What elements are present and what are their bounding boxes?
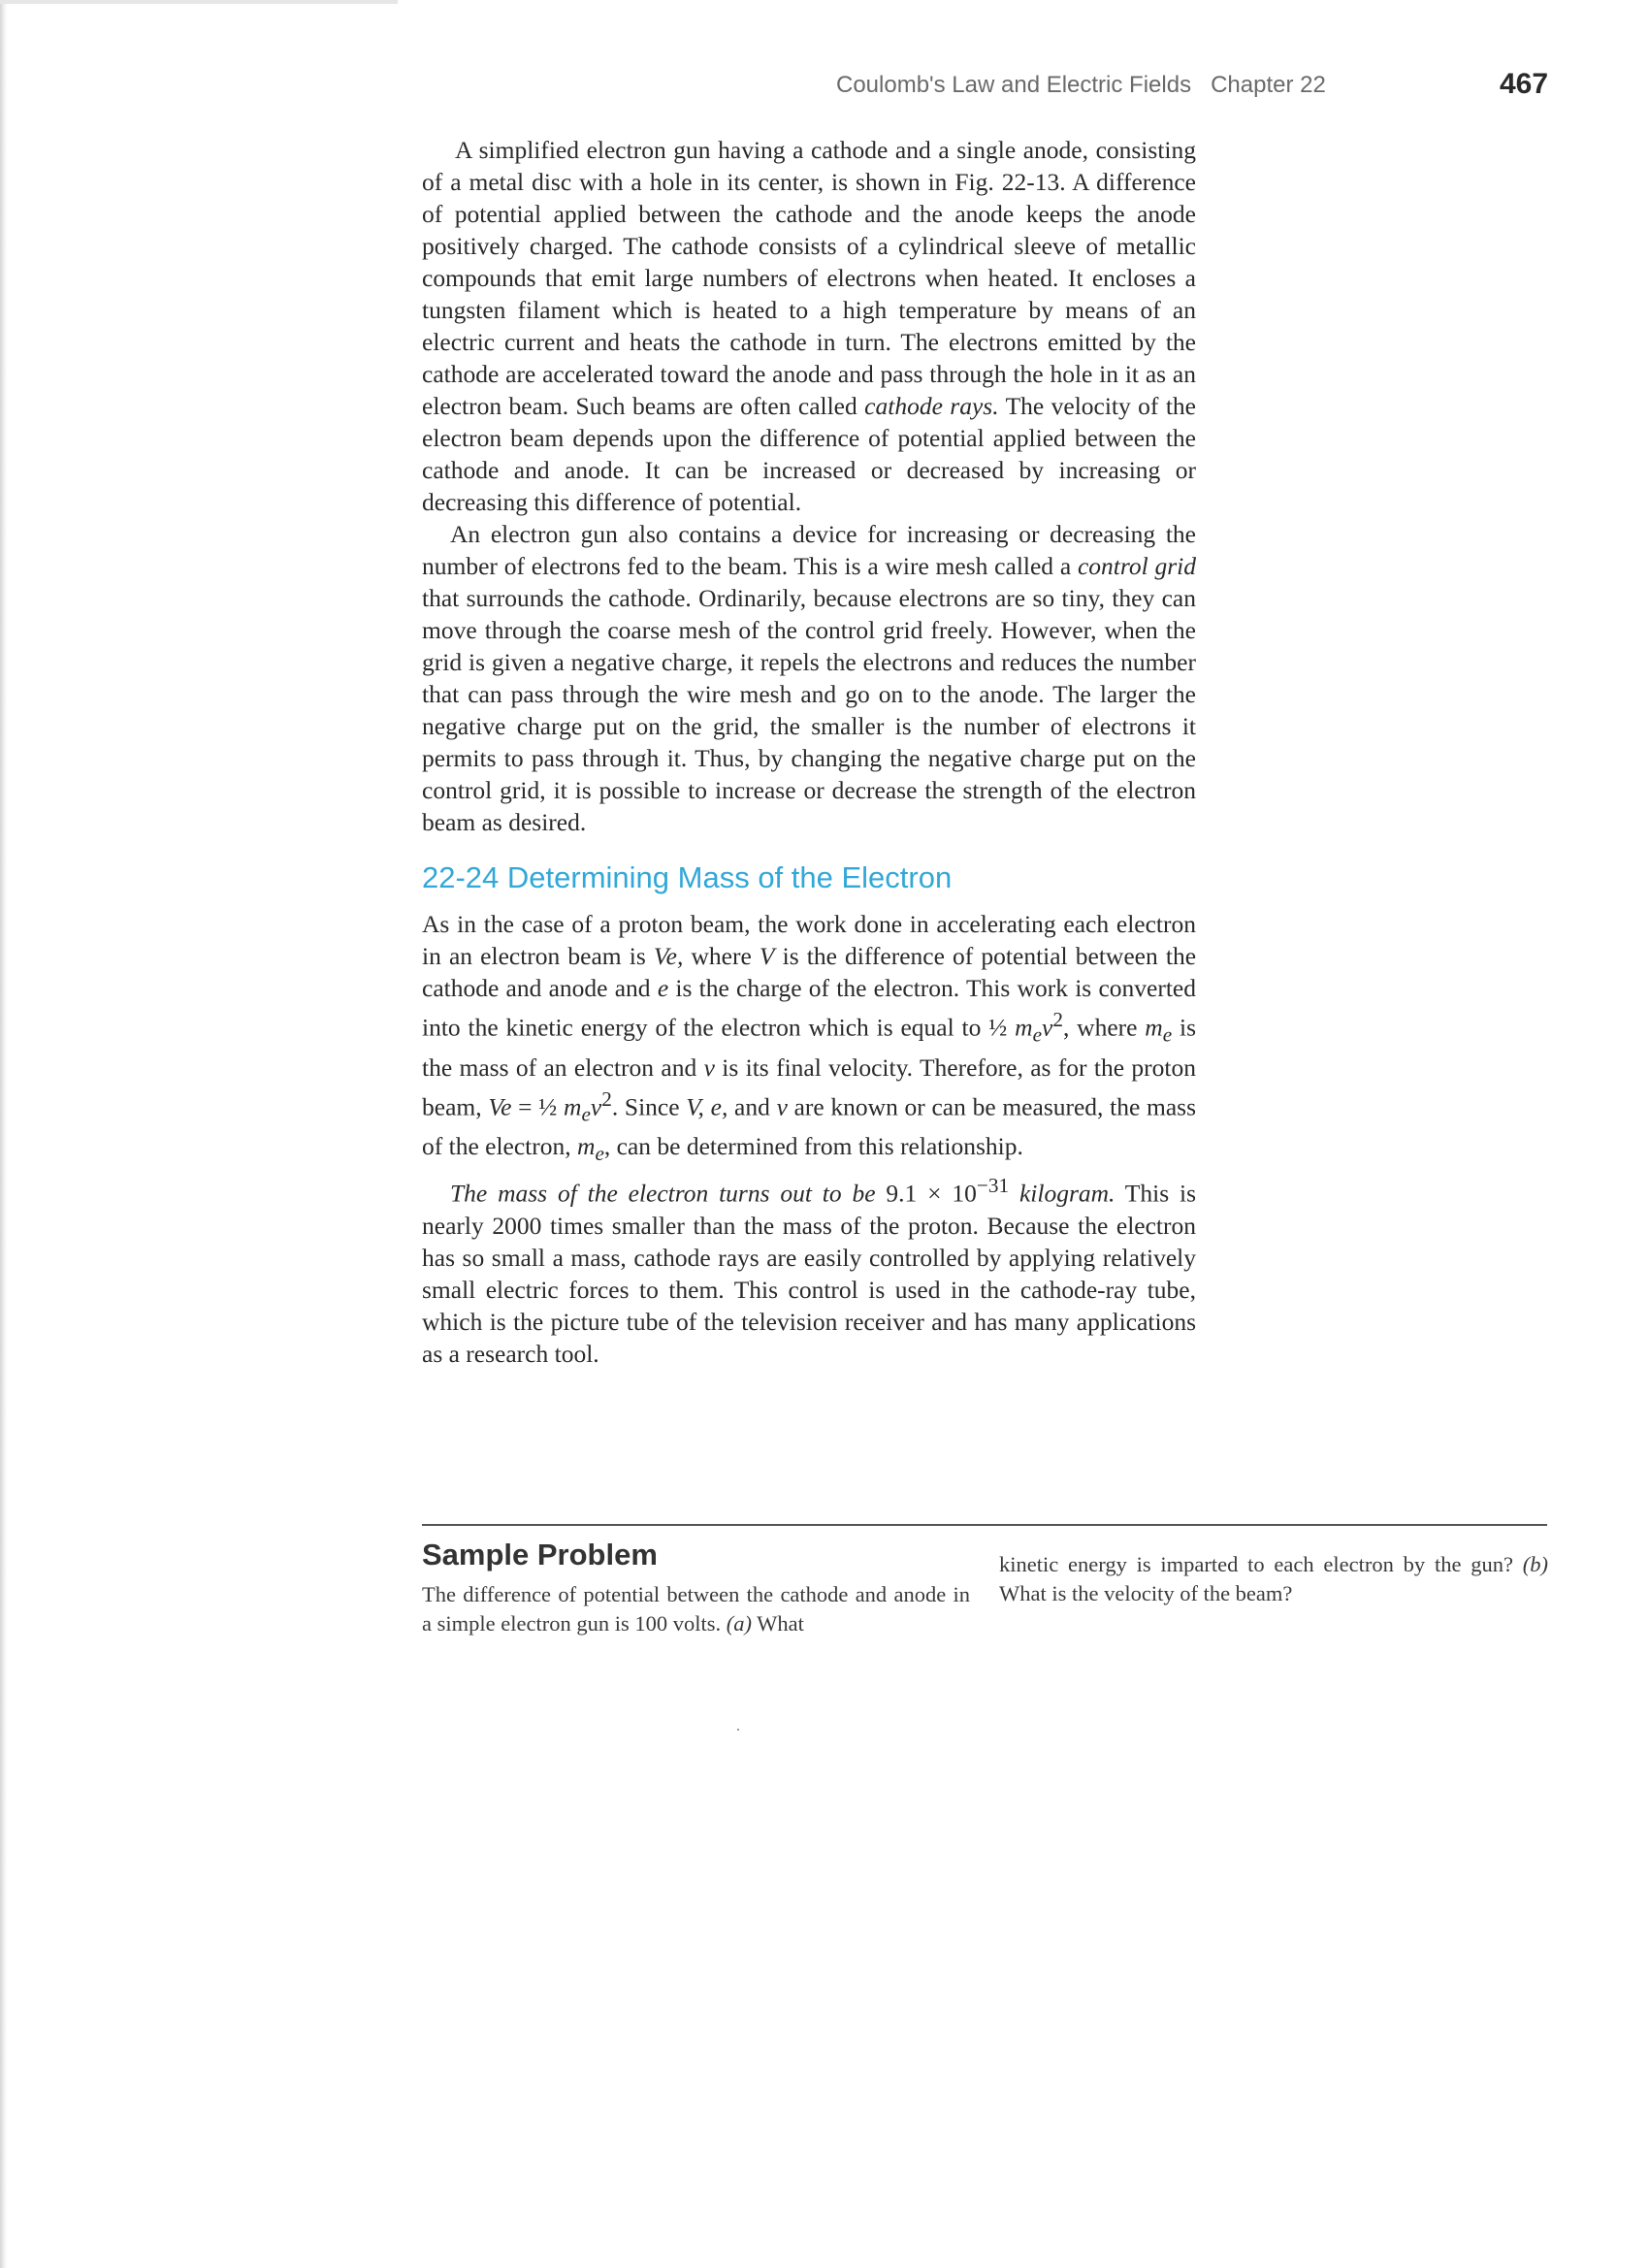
sample-problem-text-left: The difference of potential between the cathode and anode in a simple electron gun is 100 volts. (a) What (422, 1582, 970, 1636)
scan-edge-shadow (0, 0, 8, 2268)
sample-problem-title: Sample Problem (422, 1538, 658, 1571)
sample-problem-text-right: kinetic energy is imparted to each electron by the gun? (b) What is the velocity of the beam? (999, 1552, 1548, 1605)
paragraph-mass-derivation: As in the case of a proton beam, the work done in accelerating each electron in an electron beam is Ve, where V is the difference of potential between the cathode and anode and e is the charge of the electron. This work is converted into the kinetic energy of the electron which is equal to ½ $m_ev^2$, where $m_e$ is the mass of an electron and v is its final velocity. Therefore, as for the proton beam, Ve = ½ $m_ev^2$. Since V, e, and v are known or can be measured, the mass of the electron, $m_e$, can be determined from this relationship. (422, 910, 1197, 1166)
paragraph-electron-gun: A simplified electron gun having a cathode and a single anode, consisting of a metal disc with a hole in its center, is shown in Fig. 22-13. A difference of potential applied between the cathode and the anode keeps the anode positively charged. The cathode consists of a cylindrical sleeve of metallic compounds that emit large numbers of electrons when heated. It encloses a tungsten filament which is heated to a high temperature by means of an electric current and heats the cathode in turn. The electrons emitted by the cathode are accelerated toward the anode and pass through the hole in it as an electron beam. Such beams are often called cathode rays. The velocity of the electron beam depends upon the difference of potential applied between the cathode and anode. It can be increased or decreased by increasing or decreasing this difference of potential. (422, 136, 1196, 516)
running-head (836, 72, 1326, 99)
scan-dust-speck (737, 1729, 739, 1731)
section-heading: 22-24 Determining Mass of the Electron (422, 860, 953, 894)
scan-top-shadow (0, 0, 398, 4)
main-text-column (422, 134, 1196, 1370)
term-control-grid: control grid (1077, 552, 1196, 580)
paragraph-electron-mass: The mass of the electron turns out to be $9.1 \times 10^{-31}$ kilogram. This is nearly 2000 times smaller than the mass of the proton. Because the electron has so small a mass, cathode rays are easily controlled by applying relatively small electric forces to them. This control is used in the cathode-ray tube, which is the picture tube of the television receiver and has many applications as a research tool. (422, 1174, 1197, 1368)
running-title: Coulomb's Law and Electric Fields (836, 72, 1192, 98)
chapter-label: Chapter 22 (1211, 72, 1326, 98)
term-cathode-rays: cathode rays. (864, 392, 999, 420)
equation-energy: Ve (488, 1092, 512, 1121)
sample-problem-rule (422, 1524, 1547, 1526)
paragraph-control-grid: An electron gun also contains a device for increasing or decreasing the number of electrons fed to the beam. This is a wire mesh called a control grid that surrounds the cathode. Ordinarily, because electrons are so tiny, they can move through the coarse mesh of the control grid freely. However, when the grid is given a negative charge, it repels the electrons and reduces the number that can pass through the wire mesh and go on to the anode. The larger the negative charge put on the grid, the smaller is the number of electrons it permits to pass through it. Thus, by changing the negative charge put on the control grid, it is possible to increase or decrease the strength of the electron beam as desired. (422, 520, 1196, 836)
page-number: 467 (1500, 68, 1549, 100)
mass-statement: The mass of the electron turns out to be (450, 1179, 876, 1208)
